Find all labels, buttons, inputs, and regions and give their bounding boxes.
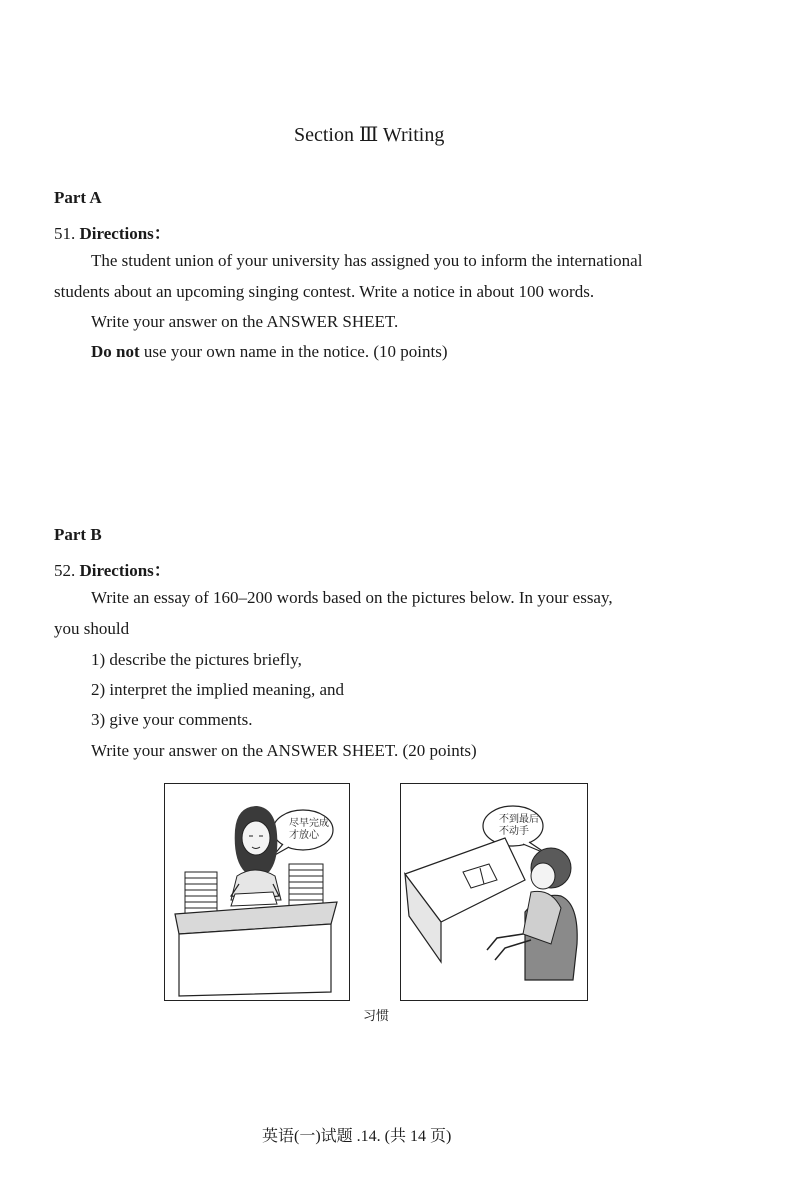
- page-footer: 英语(一)试题 .14. (共 14 页): [262, 1128, 452, 1145]
- procrastinating-student-illustration: [401, 784, 587, 1000]
- bubble-text-right: 不到最后 不动手: [499, 814, 539, 837]
- part-a-heading: Part A: [54, 188, 102, 207]
- book-stack-left: [185, 872, 217, 914]
- paper: [231, 892, 277, 906]
- part-a-paragraph-line2: students about an upcoming singing contest. Write a notice in about 100 words.: [54, 282, 595, 301]
- directions-label: Directions：: [79, 224, 171, 243]
- do-not-emphasis: Do not: [91, 342, 140, 361]
- section-title: Section Ⅲ Writing: [294, 124, 445, 146]
- list-item: 3) give your comments.: [91, 710, 253, 729]
- cartoon-right-panel: [400, 783, 588, 1001]
- bubble-text-left: 尽早完成 才放心: [289, 818, 329, 841]
- question-52-header: [54, 556, 171, 581]
- question-51-header: [54, 219, 171, 244]
- cartoon-caption: 习惯: [363, 1009, 390, 1024]
- part-b-answer-instruction: Write your answer on the ANSWER SHEET. (20 points): [91, 741, 477, 760]
- part-b-paragraph-line2: you should: [54, 619, 130, 638]
- cartoon-left-panel: [164, 783, 350, 1001]
- part-b-paragraph-line1: Write an essay of 160–200 words based on the pictures below. In your essay,: [91, 588, 613, 607]
- diligent-student-illustration: [165, 784, 349, 1000]
- directions-label: Directions：: [79, 561, 171, 580]
- part-a-answer-instruction: Write your answer on the ANSWER SHEET.: [91, 312, 399, 331]
- question-number: 51.: [54, 224, 76, 243]
- girl-face: [242, 821, 270, 855]
- boy-face: [531, 863, 555, 889]
- part-a-paragraph-line1: The student union of your university has assigned you to inform the international: [91, 251, 643, 270]
- list-item: 2) interpret the implied meaning, and: [91, 680, 345, 699]
- list-item: 1) describe the pictures briefly,: [91, 650, 302, 669]
- part-a-name-instruction: [91, 342, 447, 362]
- name-instruction-text: use your own name in the notice. (10 points): [139, 342, 448, 361]
- question-number: 52.: [54, 561, 76, 580]
- part-b-heading: Part B: [54, 525, 102, 544]
- desk-front: [179, 924, 331, 996]
